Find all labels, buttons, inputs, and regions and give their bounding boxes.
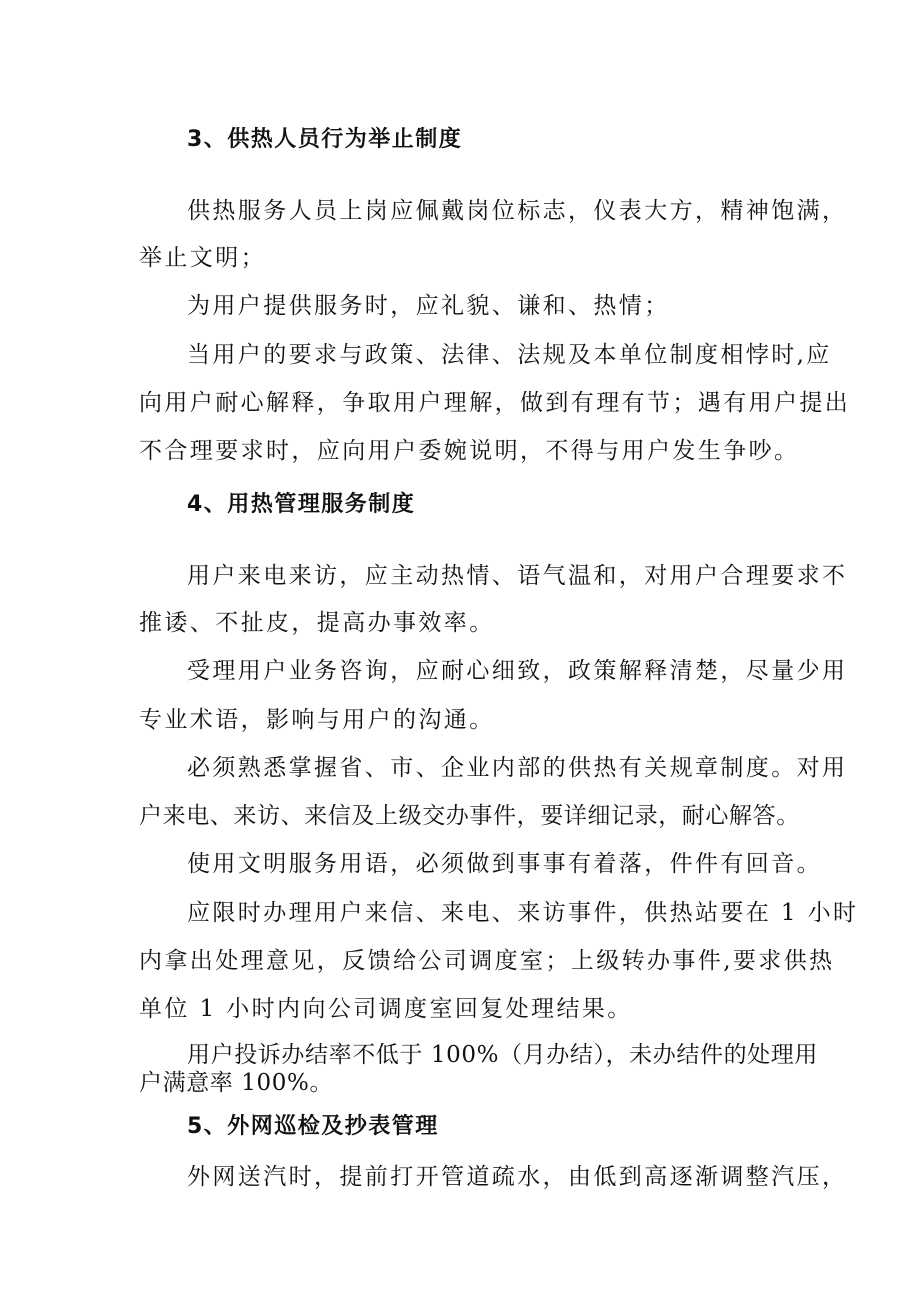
paragraph-line: 推诿、不扯皮，提高办事效率。 [139,610,495,636]
paragraph-line: 受理用户业务咨询，应耐心细致，政策解释清楚，尽量少用 [187,658,848,684]
paragraph-line: 为用户提供服务时，应礼貌、谦和、热情； [187,293,670,319]
paragraph-line: 举止文明； [139,245,266,271]
paragraph-line: 内拿出处理意见，反馈给公司调度室；上级转办事件,要求供热 [139,948,835,974]
paragraph-line: 户满意率 100%。 [139,1070,334,1096]
paragraph-line: 不合理要求时，应向用户委婉说明，不得与用户发生争吵。 [139,438,800,464]
paragraph-line: 使用文明服务用语，必须做到事事有着落，件件有回音。 [187,851,822,877]
section-3-heading: 3、供热人员行为举止制度 [187,127,463,152]
paragraph-line: 专业术语，影响与用户的沟通。 [139,707,495,733]
paragraph-line: 应限时办理用户来信、来电、来访事件，供热站要在 1 小时 [187,900,859,926]
paragraph-line: 向用户耐心解释，争取用户理解，做到有理有节；遇有用户提出 [139,390,851,416]
paragraph-line: 户来电、来访、来信及上级交办事件，要详细记录，耐心解答。 [139,803,800,829]
section-4-heading: 4、用热管理服务制度 [187,492,416,517]
paragraph-line: 供热服务人员上岗应佩戴岗位标志，仪表大方，精神饱满， [187,198,848,224]
paragraph-line: 外网送汽时，提前打开管道疏水，由低到高逐渐调整汽压， [187,1164,848,1190]
section-5-heading: 5、外网巡检及抄表管理 [187,1114,439,1139]
paragraph-line: 必须熟悉掌握省、市、企业内部的供热有关规章制度。对用 [187,755,848,781]
paragraph-line: 当用户的要求与政策、法律、法规及本单位制度相悖时,应 [187,342,832,368]
paragraph-line: 单位 1 小时内向公司调度室回复处理结果。 [139,996,633,1022]
paragraph-line: 用户来电来访，应主动热情、语气温和，对用户合理要求不 [187,563,848,589]
paragraph-line: 用户投诉办结率不低于 100%（月办结），未办结件的处理用 [187,1042,818,1068]
